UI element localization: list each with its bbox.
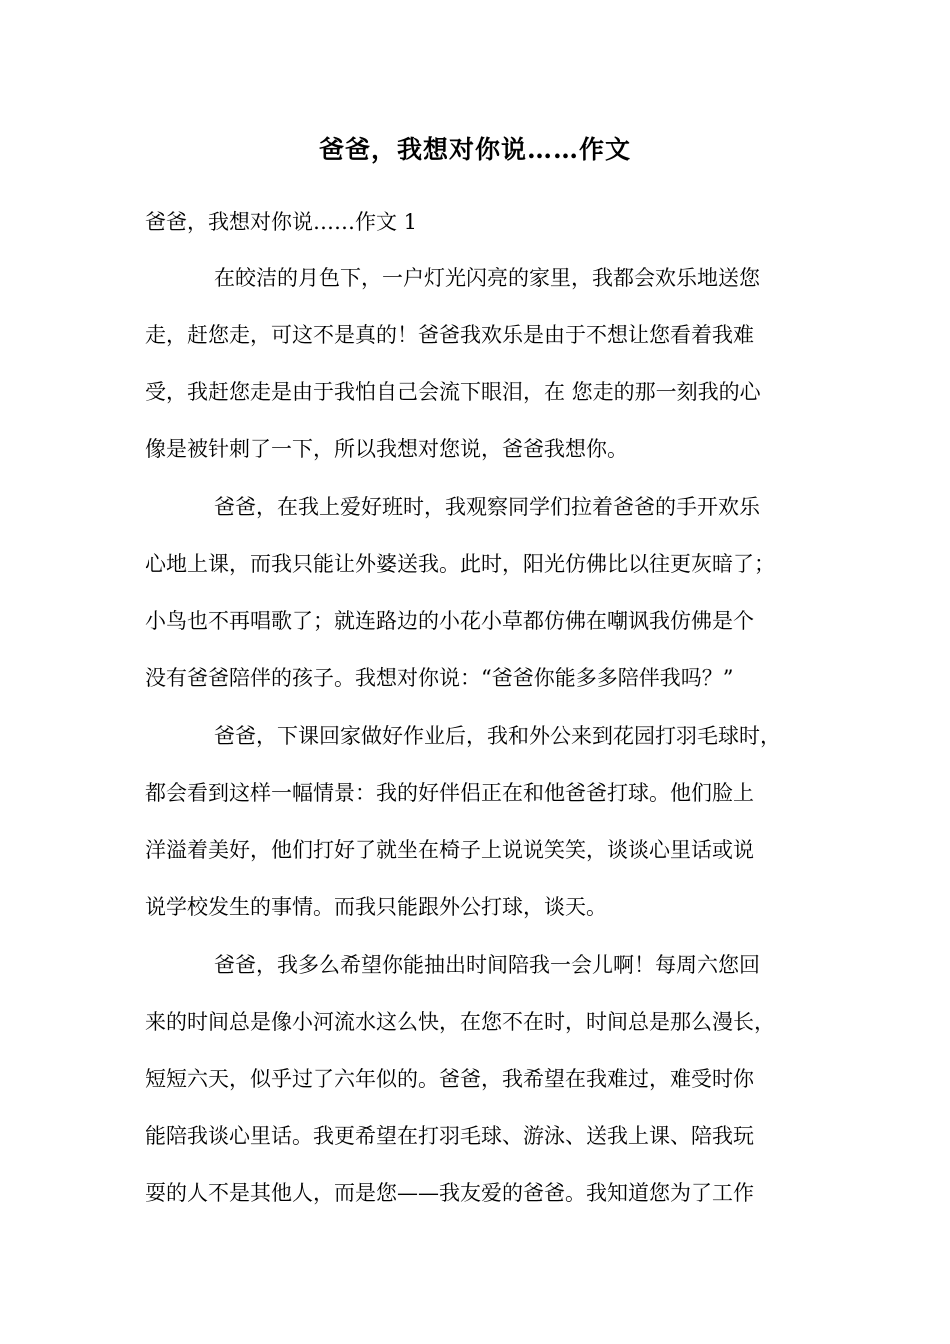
text-line: 爸爸，我多么希望你能抽出时间陪我一会儿啊！每周六您回 (214, 953, 760, 977)
text-line: 爸爸，下课回家做好作业后，我和外公来到花园打羽毛球时， (214, 724, 781, 748)
text-line: 像是被针刺了一下，所以我想对您说，爸爸我想你。 (145, 437, 628, 461)
text-line: 来的时间总是像小河流水这么快，在您不在时，时间总是那么漫长， (145, 1010, 775, 1034)
text-line: 受，我赶您走是由于我怕自己会流下眼泪，在 您走的那一刻我的心 (145, 380, 761, 404)
text-line: 没有爸爸陪伴的孩子。我想对你说：“爸爸你能多多陪伴我吗？” (145, 666, 734, 690)
text-line: 洋溢着美好，他们打好了就坐在椅子上说说笑笑，谈谈心里话或说 (145, 838, 754, 862)
document-title: 爸爸，我想对你说……作文 (318, 135, 631, 164)
text-line: 耍的人不是其他人，而是您——我友爱的爸爸。我知道您为了工作 (145, 1181, 754, 1205)
text-line: 小鸟也不再唱歌了；就连路边的小花小草都仿佛在嘲讽我仿佛是个 (145, 609, 754, 633)
text-line: 说学校发生的事情。而我只能跟外公打球，谈天。 (145, 895, 607, 919)
text-line: 爸爸，在我上爱好班时，我观察同学们拉着爸爸的手开欢乐 (214, 495, 760, 519)
text-line: 能陪我谈心里话。我更希望在打羽毛球、游泳、送我上课、陪我玩 (145, 1124, 754, 1148)
section-heading: 爸爸，我想对你说……作文 1 (145, 210, 418, 234)
text-line: 短短六天，似乎过了六年似的。爸爸，我希望在我难过，难受时你 (145, 1067, 754, 1091)
text-line: 在皎洁的月色下，一户灯光闪亮的家里，我都会欢乐地送您 (214, 266, 760, 290)
text-line: 心地上课，而我只能让外婆送我。此时，阳光仿佛比以往更灰暗了； (145, 552, 775, 576)
text-line: 走，赶您走，可这不是真的！爸爸我欢乐是由于不想让您看着我难 (145, 323, 754, 347)
text-line: 都会看到这样一幅情景：我的好伴侣正在和他爸爸打球。他们脸上 (145, 781, 754, 805)
